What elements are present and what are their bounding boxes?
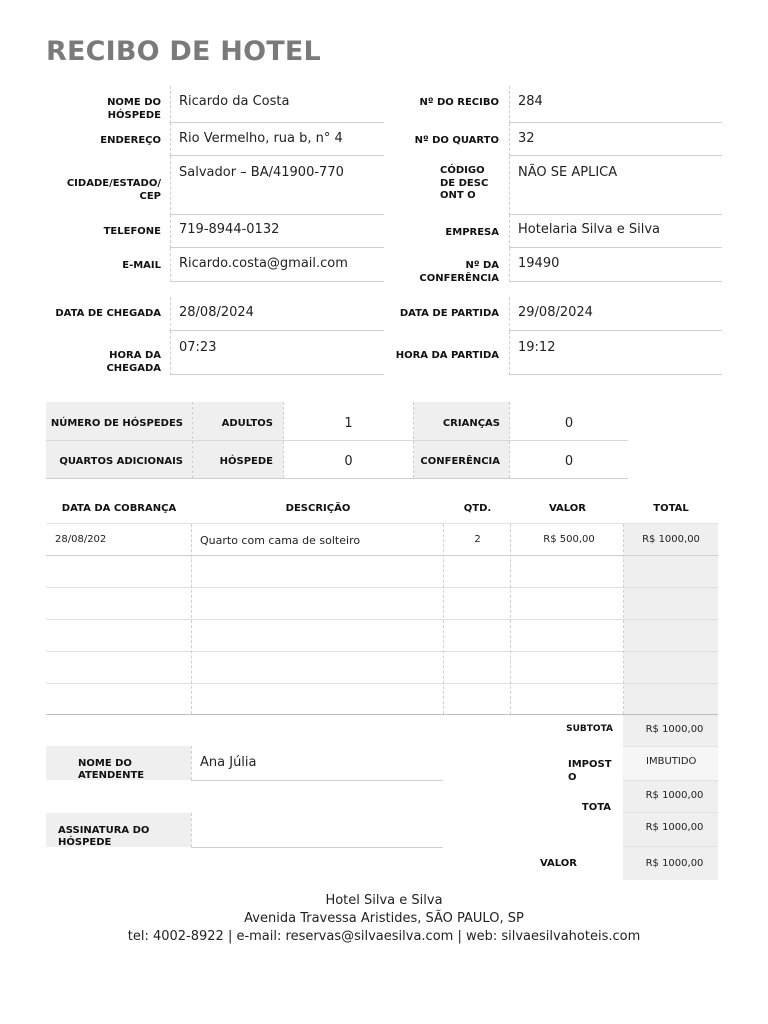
departure-date-label: DATA DE PARTIDA (399, 308, 499, 319)
receipt-number-field[interactable]: 284 (509, 86, 722, 123)
col-header-date: DATA DA COBRANÇA (61, 503, 177, 514)
attendant-line (191, 780, 443, 781)
totals-line (623, 780, 718, 781)
page-title: RECIBO DE HOTEL (46, 36, 321, 67)
table-row-qty[interactable]: 2 (474, 534, 481, 545)
company-field[interactable]: Hotelaria Silva e Silva (509, 215, 722, 248)
arrival-date-field[interactable]: 28/08/2024 (170, 297, 384, 331)
departure-time-field[interactable]: 19:12 (509, 331, 722, 375)
conference-value[interactable]: 0 (564, 454, 574, 469)
table-row-description[interactable]: Quarto com cama de solteiro (200, 534, 361, 547)
receipt-number-label: Nº DO RECIBO (419, 97, 499, 108)
total-label: TOTA (581, 802, 611, 813)
email-label: E-MAIL (122, 260, 161, 271)
guest-count-label: NÚMERO DE HÓSPEDES (50, 418, 183, 429)
total-extra-value: R$ 1000,00 (645, 822, 704, 833)
table-row-total[interactable]: R$ 1000,00 (642, 534, 700, 545)
arrival-date-label: DATA DE CHEGADA (55, 308, 161, 319)
table-row-date[interactable]: 28/08/202 (55, 534, 107, 545)
subtotal-label: SUBTOTA (566, 724, 613, 734)
table-row-line (46, 683, 718, 684)
departure-date-field[interactable]: 29/08/2024 (509, 297, 722, 331)
arrival-time-label: HORA DA CHEGADA (106, 350, 161, 374)
totals-line (623, 846, 718, 847)
table-header-line (46, 523, 718, 524)
table-bottom-line (46, 714, 718, 715)
city-field[interactable]: Salvador – BA/41900-770 (170, 156, 384, 215)
table-col-divider (510, 524, 511, 714)
guests-row-divider (46, 440, 628, 441)
guest-value[interactable]: 0 (344, 454, 353, 469)
discount-code-label: CÓDIGO DE DESCONT O (440, 165, 489, 201)
company-label: EMPRESA (445, 227, 499, 238)
email-field[interactable]: Ricardo.costa@gmail.com (170, 248, 384, 282)
guests-bottom-line (46, 478, 628, 479)
col-header-value: VALOR (548, 503, 587, 514)
guest-name-label: NOME DO HÓSPEDE (107, 97, 161, 121)
room-number-field[interactable]: 32 (509, 123, 722, 156)
adults-value[interactable]: 1 (344, 416, 353, 431)
table-row-line (46, 555, 718, 556)
signature-field[interactable] (192, 813, 443, 846)
conference-number-field[interactable]: 19490 (509, 248, 722, 282)
value-total: R$ 1000,00 (645, 858, 704, 869)
arrival-time-field[interactable]: 07:23 (170, 331, 384, 375)
conference-number-label: Nº DA CONFERÊNCIA (419, 260, 499, 284)
extra-rooms-label: QUARTOS ADICIONAIS (59, 456, 183, 467)
conference-label: CONFERÊNCIA (420, 456, 500, 467)
tax-value: IMBUTIDO (646, 756, 697, 767)
city-label: CIDADE/ESTADO/ CEP (66, 178, 161, 202)
signature-line (191, 847, 443, 848)
value-label: VALOR (539, 858, 577, 869)
departure-time-label: HORA DA PARTIDA (395, 350, 499, 361)
address-field[interactable]: Rio Vermelho, rua b, n° 4 (170, 123, 384, 156)
table-row-line (46, 619, 718, 620)
total-value: R$ 1000,00 (645, 790, 704, 801)
totals-line (623, 812, 718, 813)
adults-label: ADULTOS (221, 418, 273, 429)
footer-address: Avenida Travessa Aristides, SÃO PAULO, SP (244, 911, 524, 926)
tax-label: IMPOST O (568, 759, 612, 783)
address-label: ENDEREÇO (100, 135, 161, 146)
table-row-line (46, 651, 718, 652)
col-header-total: TOTAL (653, 503, 689, 514)
attendant-name-field[interactable]: Ana Júlia (200, 755, 257, 770)
signature-label: ASSINATURA DO HÓSPEDE (58, 825, 150, 848)
table-col-divider (443, 524, 444, 714)
footer-contact: tel: 4002-8922 | e-mail: reservas@silvaesilva.com | web: silvaesilvahoteis.com (127, 929, 641, 944)
children-value[interactable]: 0 (564, 416, 574, 431)
attendant-name-label: NOME DO ATENDENTE (78, 758, 145, 781)
table-col-divider (623, 524, 624, 714)
attendant-divider (191, 746, 192, 780)
col-header-qty: QTD. (463, 503, 492, 514)
guest-name-field[interactable]: Ricardo da Costa (170, 86, 384, 123)
table-col-divider (191, 524, 192, 714)
guest-label: HÓSPEDE (219, 456, 273, 467)
subtotal-value: R$ 1000,00 (645, 724, 704, 735)
table-row-value[interactable]: R$ 500,00 (543, 534, 595, 545)
col-header-description: DESCRIÇÃO (285, 503, 351, 514)
children-label: CRIANÇAS (442, 418, 500, 429)
footer-hotel-name: Hotel Silva e Silva (325, 893, 443, 908)
room-number-label: Nº DO QUARTO (414, 135, 499, 146)
phone-field[interactable]: 719-8944-0132 (170, 215, 384, 248)
table-row-line (46, 587, 718, 588)
phone-label: TELEFONE (103, 226, 161, 237)
discount-code-field[interactable]: NÃO SE APLICA (509, 156, 722, 215)
